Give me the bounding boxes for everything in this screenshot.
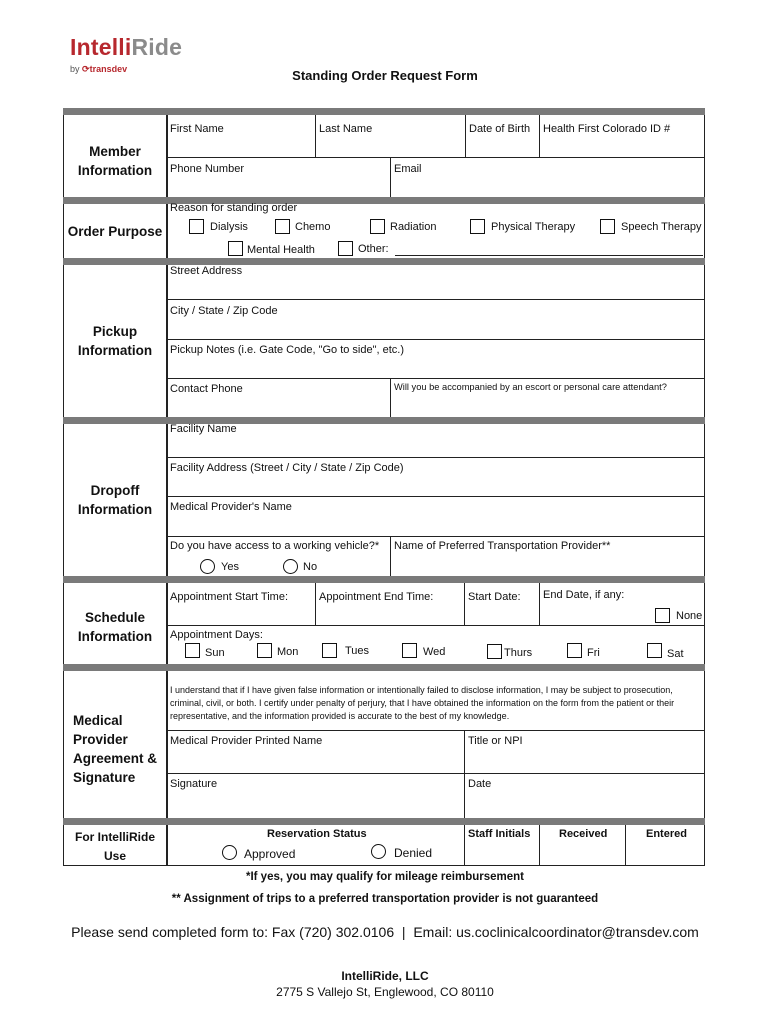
title-npi-field[interactable]: Title or NPI bbox=[468, 735, 523, 747]
last-name-field[interactable]: Last Name bbox=[319, 123, 373, 135]
preferred-provider-field[interactable]: Name of Preferred Transportation Provider** bbox=[394, 540, 611, 552]
city-state-zip-field[interactable]: City / State / Zip Code bbox=[170, 305, 278, 317]
speech-therapy-checkbox[interactable] bbox=[600, 219, 615, 234]
other-input-line[interactable] bbox=[395, 255, 703, 256]
end-date-none-label: None bbox=[676, 610, 703, 622]
vehicle-no-label: No bbox=[303, 561, 318, 573]
day-sun-checkbox[interactable] bbox=[185, 643, 200, 658]
phone-field[interactable]: Phone Number bbox=[170, 163, 244, 175]
vehicle-yes-radio[interactable] bbox=[200, 559, 215, 574]
label-column-divider bbox=[166, 115, 168, 866]
day-sat-checkbox[interactable] bbox=[647, 643, 662, 658]
send-instructions: Please send completed form to: Fax (720) 302.0106 | Email: us.coclinicalcoordinator@transdev.com bbox=[71, 924, 699, 940]
day-thurs-checkbox[interactable] bbox=[487, 644, 502, 659]
start-date-field[interactable]: Start Date: bbox=[468, 591, 521, 603]
reservation-status-label: Reservation Status bbox=[267, 828, 367, 840]
dialysis-checkbox[interactable] bbox=[189, 219, 204, 234]
section-band bbox=[63, 664, 705, 671]
facility-name-field[interactable]: Facility Name bbox=[170, 423, 237, 435]
company-address: 2775 S Vallejo St, Englewood, CO 80110 bbox=[276, 985, 494, 999]
member-section-label: Member Information bbox=[77, 144, 153, 178]
physical-therapy-label: Physical Therapy bbox=[491, 221, 576, 233]
section-band bbox=[63, 818, 705, 825]
chemo-label: Chemo bbox=[295, 221, 331, 233]
day-sat-label: Sat bbox=[667, 648, 684, 660]
section-band bbox=[63, 197, 705, 204]
provider-printed-name-field[interactable]: Medical Provider Printed Name bbox=[170, 735, 323, 747]
vehicle-no-radio[interactable] bbox=[283, 559, 298, 574]
physical-therapy-checkbox[interactable] bbox=[470, 219, 485, 234]
section-band bbox=[63, 258, 705, 265]
section-band bbox=[63, 108, 705, 115]
appointment-start-time-field[interactable]: Appointment Start Time: bbox=[170, 591, 288, 603]
speech-therapy-label: Speech Therapy bbox=[621, 221, 702, 233]
escort-question[interactable]: Will you be accompanied by an escort or personal care attendant? bbox=[394, 382, 667, 392]
day-wed-checkbox[interactable] bbox=[402, 643, 417, 658]
logo-by: by bbox=[70, 64, 80, 74]
logo-word-ride: Ride bbox=[131, 34, 183, 60]
logo-word-intelli: Intelli bbox=[70, 34, 132, 60]
provider-attestation-text: I understand that if I have given false information or intentionally failed to disclose information, I may be subject to prosecution, criminal, civil, or both. I certify under penalty of perjury, that I have obtained the information on the form from the patient or their representative, and the information provided is accurate to the best of my knowledge. bbox=[170, 685, 675, 721]
provider-section-label: Medical Provider Agreement & Signature bbox=[73, 713, 158, 785]
day-fri-label: Fri bbox=[587, 647, 600, 659]
assignment-note: ** Assignment of trips to a preferred transportation provider is not guaranteed bbox=[171, 893, 599, 905]
day-sun-label: Sun bbox=[205, 647, 225, 659]
appointment-days-label: Appointment Days: bbox=[170, 629, 263, 641]
other-checkbox[interactable] bbox=[338, 241, 353, 256]
facility-address-field[interactable]: Facility Address (Street / City / State / Zip Code) bbox=[170, 462, 404, 474]
end-date-none-checkbox[interactable] bbox=[655, 608, 670, 623]
denied-label: Denied bbox=[394, 846, 433, 860]
street-address-field[interactable]: Street Address bbox=[170, 265, 243, 277]
intelliride-logo bbox=[70, 34, 182, 61]
received-field[interactable]: Received bbox=[559, 828, 608, 840]
signature-field[interactable]: Signature bbox=[170, 778, 218, 790]
end-date-field[interactable]: End Date, if any: bbox=[543, 589, 625, 601]
day-fri-checkbox[interactable] bbox=[567, 643, 582, 658]
day-tues-label: Tues bbox=[345, 645, 370, 657]
other-label: Other: bbox=[358, 243, 389, 255]
transdev-icon: ⟳ bbox=[82, 64, 90, 74]
vehicle-yes-label: Yes bbox=[221, 561, 239, 573]
pickup-section-label: Pickup Information bbox=[77, 324, 153, 358]
dob-field[interactable]: Date of Birth bbox=[469, 123, 531, 135]
staff-initials-field[interactable]: Staff Initials bbox=[468, 828, 531, 840]
mileage-note: *If yes, you may qualify for mileage reimbursement bbox=[245, 871, 524, 883]
appointment-end-time-field[interactable]: Appointment End Time: bbox=[319, 591, 434, 603]
order-section-label: Order Purpose bbox=[67, 224, 163, 239]
company-name: IntelliRide, LLC bbox=[341, 969, 429, 983]
mental-health-checkbox[interactable] bbox=[228, 241, 243, 256]
radiation-checkbox[interactable] bbox=[370, 219, 385, 234]
radiation-label: Radiation bbox=[390, 221, 437, 233]
mental-health-label: Mental Health bbox=[247, 244, 315, 256]
dropoff-section-label: Dropoff Information bbox=[77, 483, 153, 517]
day-mon-checkbox[interactable] bbox=[257, 643, 272, 658]
contact-phone-field[interactable]: Contact Phone bbox=[170, 383, 243, 395]
vehicle-question: Do you have access to a working vehicle?* bbox=[170, 540, 380, 552]
schedule-section-label: Schedule Information bbox=[77, 610, 153, 644]
approved-label: Approved bbox=[244, 847, 296, 861]
office-use-label: For IntelliRide Use bbox=[74, 830, 155, 863]
entered-field[interactable]: Entered bbox=[646, 828, 687, 840]
approved-radio[interactable] bbox=[222, 845, 237, 860]
section-band bbox=[63, 417, 705, 424]
denied-radio[interactable] bbox=[371, 844, 386, 859]
reason-label: Reason for standing order bbox=[170, 202, 298, 214]
day-mon-label: Mon bbox=[277, 646, 299, 658]
section-band bbox=[63, 576, 705, 583]
hfc-id-field[interactable]: Health First Colorado ID # bbox=[543, 123, 671, 135]
medical-provider-name-field[interactable]: Medical Provider's Name bbox=[170, 501, 292, 513]
day-thurs-label: Thurs bbox=[504, 647, 533, 659]
email-field[interactable]: Email bbox=[394, 163, 422, 175]
pickup-notes-field[interactable]: Pickup Notes (i.e. Gate Code, "Go to side", etc.) bbox=[170, 344, 405, 356]
page-title: Standing Order Request Form bbox=[292, 68, 478, 83]
first-name-field[interactable]: First Name bbox=[170, 123, 224, 135]
date-field[interactable]: Date bbox=[468, 778, 492, 790]
chemo-checkbox[interactable] bbox=[275, 219, 290, 234]
dialysis-label: Dialysis bbox=[210, 221, 248, 233]
day-wed-label: Wed bbox=[423, 646, 446, 658]
logo-brand: transdev bbox=[89, 64, 128, 74]
day-tues-checkbox[interactable] bbox=[322, 643, 337, 658]
